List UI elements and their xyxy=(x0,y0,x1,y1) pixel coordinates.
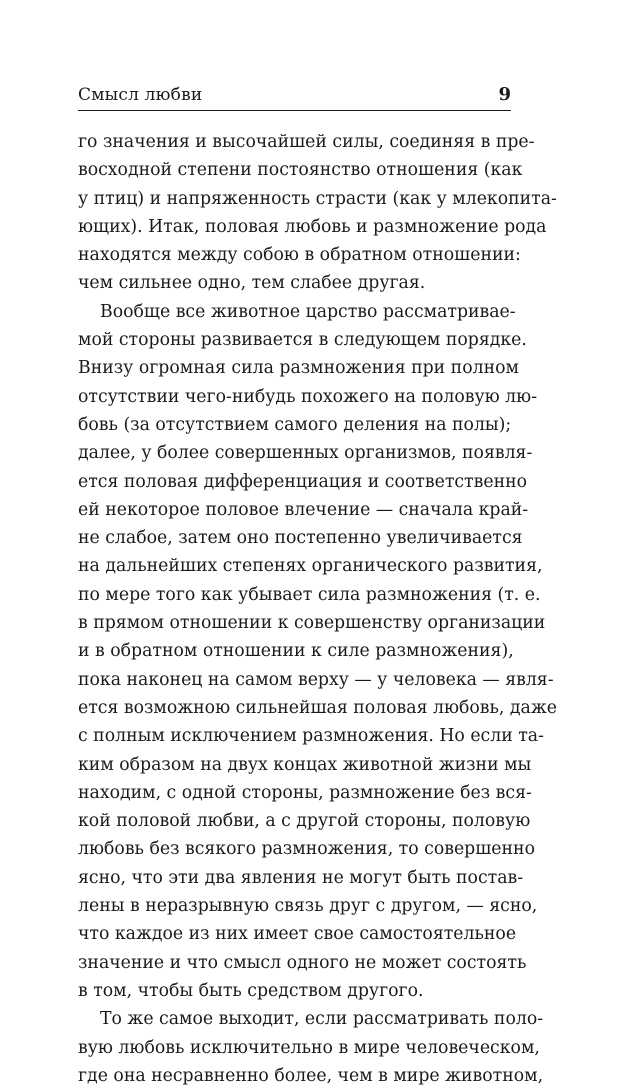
running-head xyxy=(78,84,511,106)
page-number: 9 xyxy=(498,84,511,105)
text-line: находим, с одной стороны, размножение без вся- xyxy=(78,782,532,803)
text-line: у птиц) и напряженность страсти (как у млекопита- xyxy=(78,188,557,209)
text-line: То же самое выходит, если рассматривать поло- xyxy=(100,1009,544,1030)
text-line: что каждое из них имеет свое самостоятельное xyxy=(78,924,517,945)
text-line: находятся между собою в обратном отношении: xyxy=(78,245,521,266)
text-line: с полным исключением размножения. Но если та- xyxy=(78,726,544,747)
text-line: пока наконец на самом верху — у человека — явля- xyxy=(78,669,554,690)
text-line: чем сильнее одно, тем слабее другая. xyxy=(78,273,426,294)
text-line: восходной степени постоянство отношения (как xyxy=(78,160,523,181)
text-line: Вообще все животное царство рассматривае- xyxy=(100,301,516,322)
running-title: Смысл любви xyxy=(78,85,203,105)
text-line: бовь (за отсутствием самого деления на полы); xyxy=(78,414,512,435)
text-line: ется половая дифференциация и соответственно xyxy=(78,471,528,492)
text-line: в том, чтобы быть средством другого. xyxy=(78,980,424,1001)
text-line: на дальнейших степенях органического развития, xyxy=(78,556,543,577)
text-line: в прямом отношении к совершенству организации xyxy=(78,613,546,634)
text-line: и в обратном отношении к силе размножения), xyxy=(78,641,514,662)
text-line: ким образом на двух концах животной жизни мы xyxy=(78,754,532,775)
header-rule xyxy=(78,110,511,111)
text-line: любовь без всякого размножения, то совершенно xyxy=(78,839,535,860)
paragraph xyxy=(78,128,557,298)
text-line: по мере того как убывает сила размножения (т. е. xyxy=(78,584,541,605)
text-line: го значения и высочайшей силы, соединяя в пре- xyxy=(78,132,535,152)
paragraph xyxy=(78,1005,544,1090)
paragraph xyxy=(78,298,557,1005)
text-line: ей некоторое половое влечение — сначала край- xyxy=(78,499,529,520)
text-line: не слабое, затем оно постепенно увеличивается xyxy=(78,528,523,549)
text-line: кой половой любви, а с другой стороны, половую xyxy=(78,811,531,832)
body-text xyxy=(78,128,557,1090)
text-line: ющих). Итак, половая любовь и размножение рода xyxy=(78,216,547,237)
text-line: далее, у более совершенных организмов, появля- xyxy=(78,443,533,464)
text-line: вую любовь исключительно в мире человеческом, xyxy=(78,1037,540,1058)
text-line: где она несравненно более, чем в мире животном, xyxy=(78,1065,544,1086)
text-line: Внизу огромная сила размножения при полном xyxy=(78,358,519,379)
text-line: отсутствии чего-нибудь похожего на половую лю- xyxy=(78,386,538,407)
text-line: мой стороны развивается в следующем порядке. xyxy=(78,330,527,351)
text-line: значение и что смысл одного не может состоять xyxy=(78,952,527,973)
text-line: ясно, что эти два явления не могут быть постав- xyxy=(78,867,524,888)
text-line: лены в неразрывную связь друг с другом, — ясно, xyxy=(78,896,538,917)
text-line: ется возможною сильнейшая половая любовь, даже xyxy=(78,697,557,718)
